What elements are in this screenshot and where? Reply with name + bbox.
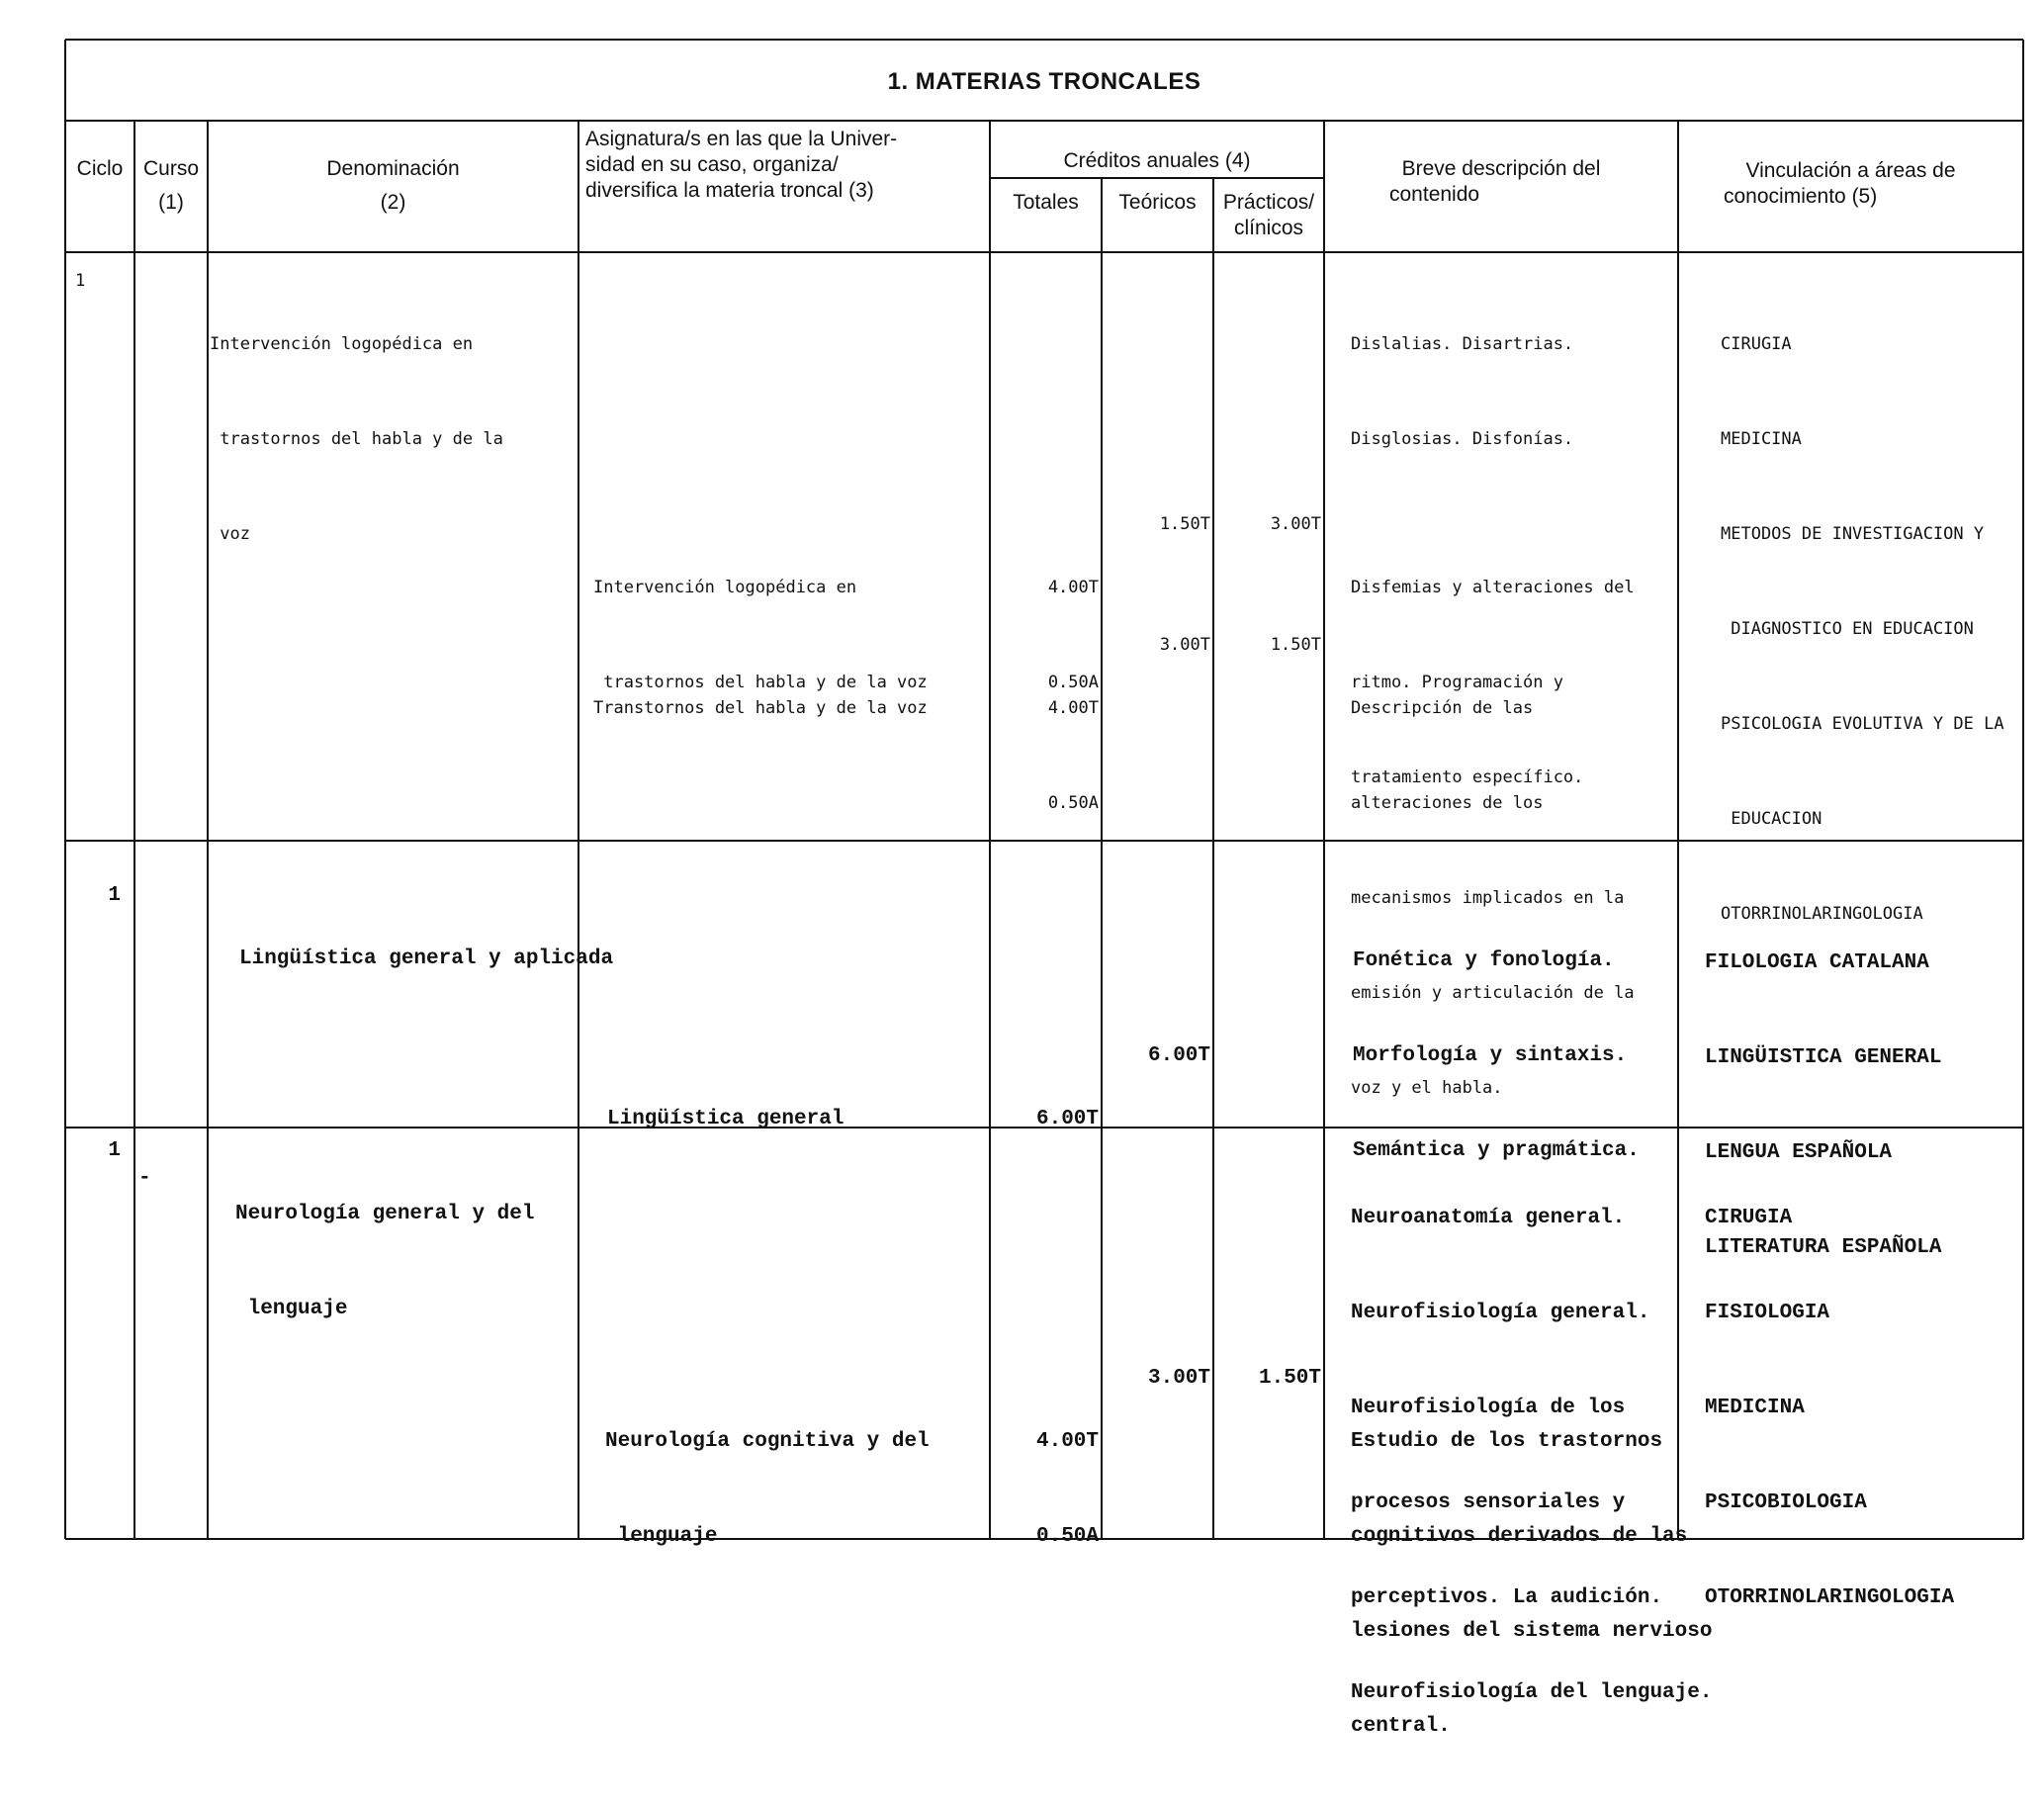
row-3-asig-1-descripcion-line-4: central. (1351, 1715, 1451, 1738)
row-1-asig-2-descripcion-line-4: emisión y articulación de la (1351, 983, 1635, 1003)
row-1-area-6: EDUCACION (1721, 809, 1822, 829)
table-title: 1. MATERIAS TRONCALES (887, 68, 1201, 95)
row-3-area-2: FISIOLOGIA (1705, 1302, 1830, 1324)
row-1-asig-2-teoricos: 3.00T (1159, 635, 1210, 655)
row-3-descripcion-line-2: Neurofisiología general. (1351, 1302, 1650, 1324)
row-1-descripcion-line-2: Disglosias. Disfonías. (1351, 429, 1574, 449)
header-vinculacion-line-1: Vinculación a áreas de (1745, 159, 1956, 182)
header-teoricos: Teóricos (1118, 191, 1197, 214)
row-3-asig-1-teoricos: 3.00T (1147, 1367, 1210, 1390)
row-3-area-1: CIRUGIA (1705, 1207, 1793, 1229)
row-3-descripcion-line-3: Neurofisiología de los (1351, 1397, 1626, 1419)
row-1-descripcion (1351, 265, 1573, 518)
header-denominacion: Denominación (326, 157, 460, 180)
row-3-denominacion (235, 1135, 534, 1389)
row-1-denominacion-line-2: trastornos del habla y de la (210, 429, 503, 449)
row-1-asig-2-totales-1: 4.00T (1047, 698, 1099, 718)
header-vinculacion (1678, 158, 2023, 210)
header-curso: Curso (142, 157, 200, 180)
header-totales: Totales (1013, 191, 1079, 214)
row-1-asig-1-descripcion-line-2: ritmo. Programación y (1351, 673, 1563, 692)
row-1-asig-2-nombre-line-1: Transtornos del habla y de la voz (593, 698, 928, 718)
header-descripcion-line-2: contenido (1389, 183, 1480, 206)
row-2-asig-1-nombre-line-1: Lingüística general (607, 1108, 844, 1130)
row-1-asig-2-descripcion-line-3: mecanismos implicados en la (1351, 888, 1625, 908)
row-3-asig-1-nombre-line-2: lenguaje (605, 1525, 718, 1548)
row-1-asig-2-practicos: 1.50T (1270, 635, 1321, 655)
row-3-asig-1-totales-2: 0.50A (1035, 1525, 1099, 1548)
header-descripcion-line-1: Breve descripción del (1401, 157, 1601, 180)
row-3-asig-1-practicos: 1.50T (1258, 1367, 1321, 1390)
row-1-asig-1-nombre-line-2: trastornos del habla y de la voz (593, 673, 928, 692)
row-3-area-3: MEDICINA (1705, 1397, 1805, 1419)
row-1-asig-1-descripcion-line-1: Disfemias y alteraciones del (1351, 578, 1635, 597)
row-1-asig-1-descripcion-line-3: tratamiento específico. (1351, 768, 1584, 787)
row-2-asig-1-totales (990, 1040, 1099, 1199)
row-1-asig-2-nombre (593, 629, 928, 787)
row-2-denominacion-line-1: Lingüística general y aplicada (239, 948, 614, 970)
row-3-area-5: OTORRINOLARINGOLOGIA (1705, 1586, 1955, 1609)
row-3-curso: - (138, 1167, 151, 1190)
header-vinculacion-line-2: conocimiento (5) (1724, 185, 1878, 208)
row-1-asig-2-descripcion-line-1: Descripción de las (1351, 698, 1534, 718)
row-1-asig-1-teoricos: 1.50T (1159, 514, 1210, 534)
row-3-descripcion-line-6: Neurofisiología del lenguaje. (1351, 1681, 1713, 1704)
row-2-area-1: FILOLOGIA CATALANA (1705, 951, 1929, 974)
header-asignatura-line-3: diversifica la materia troncal (3) (585, 179, 874, 202)
row-2-descripcion-line-2: Morfología y sintaxis. (1353, 1044, 1628, 1067)
row-3-asig-1-descripcion (1351, 1363, 1712, 1806)
row-1-ciclo: 1 (75, 271, 86, 291)
row-3-asig-1-totales-1: 4.00T (1035, 1430, 1099, 1453)
row-3-asig-1-descripcion-line-1: Estudio de los trastornos (1351, 1430, 1663, 1453)
row-1-asig-1-nombre-line-1: Intervención logopédica en (593, 578, 857, 597)
row-1-denominacion-line-3: voz (210, 524, 250, 544)
row-3-descripcion-line-4: procesos sensoriales y (1351, 1491, 1626, 1514)
row-1-asig-2-totales-2: 0.50A (1047, 793, 1099, 813)
row-3-area-4: PSICOBIOLOGIA (1705, 1491, 1867, 1514)
row-1-area-4: DIAGNOSTICO EN EDUCACION (1721, 619, 1974, 639)
row-1-area-3: METODOS DE INVESTIGACION Y (1721, 524, 1985, 544)
row-1-asig-2-totales (990, 629, 1099, 882)
row-3-asig-1-nombre (605, 1363, 930, 1616)
header-creditos: Créditos anuales (4) (1063, 149, 1251, 172)
row-1-area-7: OTORRINOLARINGOLOGIA (1721, 904, 1923, 924)
row-2-ciclo: 1 (108, 884, 121, 907)
header-descripcion (1324, 156, 1678, 208)
row-1-area-1: CIRUGIA (1721, 334, 1792, 354)
row-2-descripcion-line-1: Fonética y fonología. (1353, 949, 1615, 972)
row-3-denominacion-line-2: lenguaje (235, 1298, 348, 1320)
row-1-asig-2-descripcion-line-5: voz y el habla. (1351, 1078, 1503, 1098)
row-1-denominacion (210, 265, 503, 613)
row-2-asig-1-totales-1: 6.00T (1035, 1108, 1099, 1130)
row-3-asig-1-descripcion-line-2: cognitivos derivados de las (1351, 1525, 1688, 1548)
row-1-asig-1-totales-2: 0.50A (1047, 673, 1099, 692)
header-ciclo: Ciclo (76, 157, 124, 180)
row-3-asig-1-nombre-line-1: Neurología cognitiva y del (605, 1430, 930, 1453)
header-asignatura-line-2: sidad en su caso, organiza/ (585, 153, 839, 176)
header-clinicos: clínicos (1233, 217, 1304, 239)
row-1-asig-2-descripcion-line-2: alteraciones de los (1351, 793, 1544, 813)
row-3-descripcion-line-1: Neuroanatomía general. (1351, 1207, 1626, 1229)
header-curso-note: (1) (158, 191, 184, 214)
row-1-descripcion-line-1: Dislalias. Disartrias. (1351, 334, 1574, 354)
row-1-area-5: PSICOLOGIA EVOLUTIVA Y DE LA (1721, 714, 2004, 734)
row-3-descripcion-line-5: perceptivos. La audición. (1351, 1586, 1663, 1609)
header-asignatura-line-1: Asignatura/s en las que la Univer- (585, 128, 898, 150)
header-asignatura (585, 127, 981, 204)
row-3-asig-1-totales (990, 1363, 1099, 1616)
row-1-denominacion-line-1: Intervención logopédica en (210, 334, 474, 354)
row-1-asig-1-practicos: 3.00T (1270, 514, 1321, 534)
row-2-denominacion (239, 880, 613, 1038)
row-3-asig-1-descripcion-line-3: lesiones del sistema nervioso (1351, 1620, 1713, 1643)
row-2-area-2: LINGÜISTICA GENERAL (1705, 1046, 1942, 1069)
row-3-areas (1705, 1139, 1954, 1677)
row-2-asig-1-nombre (607, 1040, 844, 1199)
header-practicos: Prácticos/ (1222, 191, 1315, 214)
row-2-descripcion-line-3: Semántica y pragmática. (1353, 1139, 1640, 1162)
row-2-area-3: LENGUA ESPAÑOLA (1705, 1141, 1893, 1164)
header-denominacion-note: (2) (380, 191, 406, 214)
row-2-asig-1-teoricos: 6.00T (1147, 1044, 1210, 1067)
row-2-area-4: LITERATURA ESPAÑOLA (1705, 1236, 1942, 1259)
row-3-denominacion-line-1: Neurología general y del (235, 1203, 535, 1225)
row-1-asig-1-totales-1: 4.00T (1047, 578, 1099, 597)
row-3-ciclo: 1 (108, 1139, 121, 1162)
row-1-area-2: MEDICINA (1721, 429, 1802, 449)
